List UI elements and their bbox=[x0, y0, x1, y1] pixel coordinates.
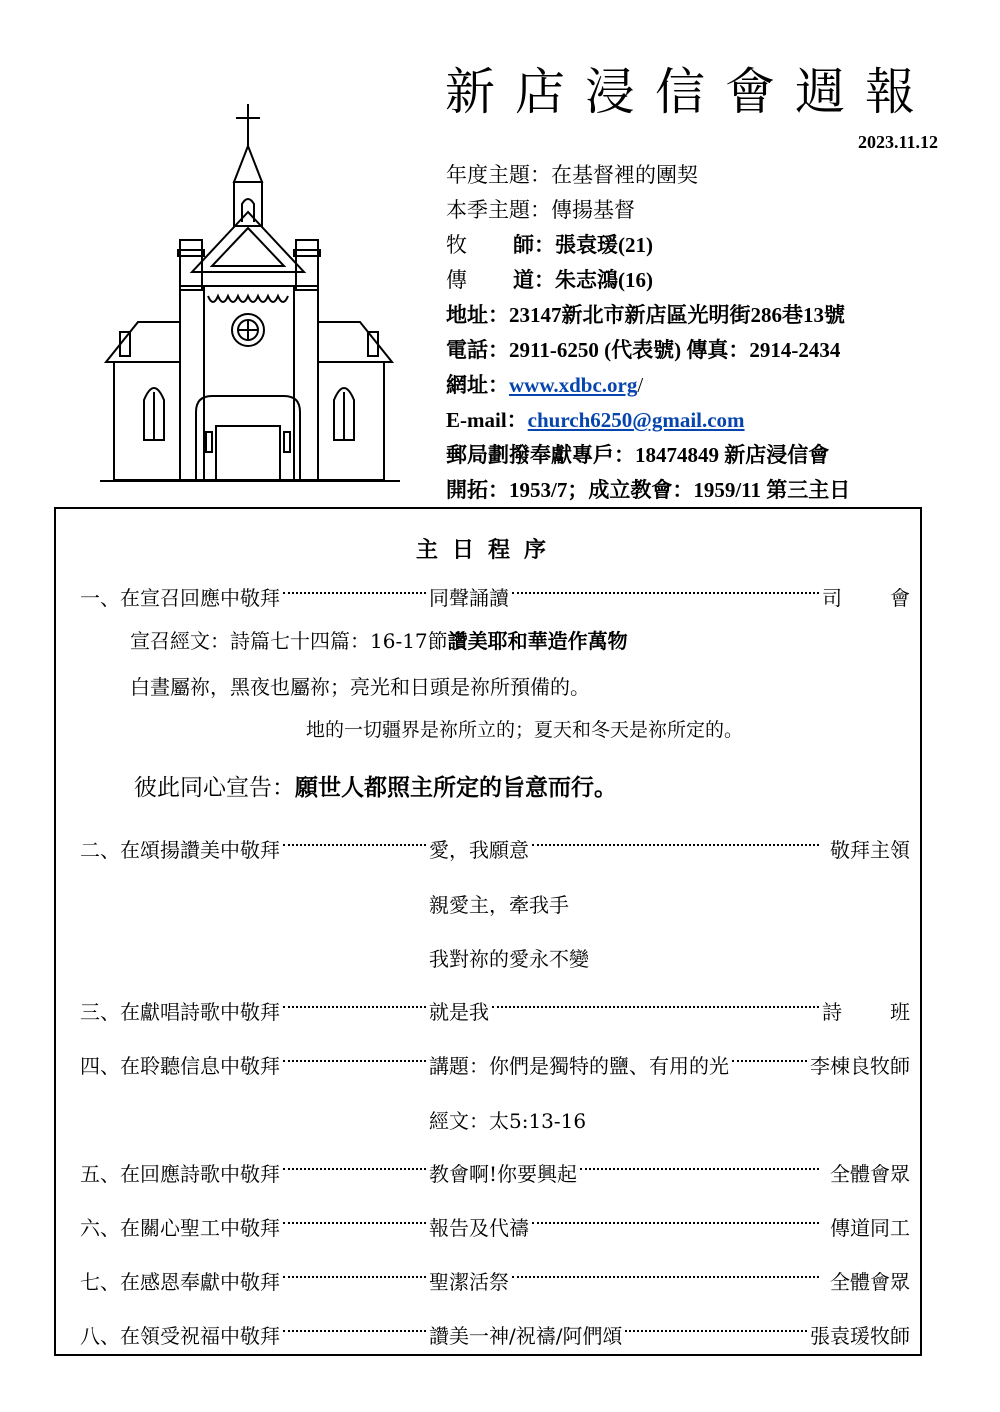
program-item: 六、在關心聖工中敬拜 報告及代禱 傳道同工 bbox=[80, 1215, 910, 1240]
program-box bbox=[54, 507, 922, 1356]
church-illustration bbox=[100, 100, 400, 490]
program-item: 四、在聆聽信息中敬拜 講題：你們是獨特的鹽、有用的光 李棟良牧師 bbox=[80, 1053, 910, 1078]
pastor-line: 牧 師：張袁瑗(21) bbox=[446, 233, 653, 257]
declaration: 彼此同心宣告：願世人都照主所定的旨意而行。 bbox=[134, 774, 617, 801]
email-link[interactable]: church6250@gmail.com bbox=[527, 408, 745, 432]
scripture-reference: 經文：太5:13-16 bbox=[429, 1109, 587, 1133]
call-line-2: 地的一切疆界是祢所立的；夏天和冬天是祢所定的。 bbox=[306, 719, 744, 741]
church-info bbox=[446, 158, 850, 508]
bulletin-date: 2023.11.12 bbox=[857, 132, 938, 152]
founded-line: 開拓：1953/7；成立教會：1959/11 第三主日 bbox=[446, 478, 851, 502]
website-line: 網址：www.xdbc.org/ bbox=[446, 373, 644, 397]
program-item: 七、在感恩奉獻中敬拜 聖潔活祭 全體會眾 bbox=[80, 1269, 910, 1294]
call-scripture: 宣召經文：詩篇七十四篇：16-17節讚美耶和華造作萬物 bbox=[130, 629, 628, 653]
call-line-1: 白晝屬祢，黑夜也屬祢；亮光和日頭是祢所預備的。 bbox=[130, 675, 590, 699]
program-item: 一、在宣召回應中敬拜 同聲誦讀 司 會 bbox=[80, 585, 910, 610]
song-3: 我對祢的愛永不變 bbox=[429, 947, 589, 971]
program-item: 八、在領受祝福中敬拜 讚美一神/祝禱/阿們頌 張袁瑗牧師 bbox=[80, 1323, 910, 1348]
season-theme: 本季主題：傳揚基督 bbox=[446, 198, 635, 222]
program-item: 二、在頌揚讚美中敬拜 愛，我願意 敬拜主領 bbox=[80, 837, 910, 862]
address-line: 地址：23147新北市新店區光明街286巷13號 bbox=[446, 303, 845, 327]
song-2: 親愛主，牽我手 bbox=[429, 893, 569, 917]
annual-theme: 年度主題：在基督裡的團契 bbox=[446, 163, 698, 187]
phone-line: 電話：2911-6250 (代表號) 傳真：2914-2434 bbox=[446, 338, 841, 362]
email-line: E-mail：church6250@gmail.com bbox=[446, 408, 745, 432]
program-title: 主日程序 bbox=[415, 537, 560, 563]
program-item: 三、在獻唱詩歌中敬拜 就是我 詩 班 bbox=[80, 999, 910, 1024]
postal-account-line: 郵局劃撥奉獻專戶：18474849 新店浸信會 bbox=[446, 443, 830, 467]
program-item: 五、在回應詩歌中敬拜 教會啊!你要興起 全體會眾 bbox=[80, 1161, 910, 1186]
website-link[interactable]: www.xdbc.org bbox=[509, 373, 638, 397]
bulletin-title: 新店浸信會週報 bbox=[445, 63, 935, 121]
preacher-line: 傳 道：朱志鴻(16) bbox=[446, 268, 653, 292]
